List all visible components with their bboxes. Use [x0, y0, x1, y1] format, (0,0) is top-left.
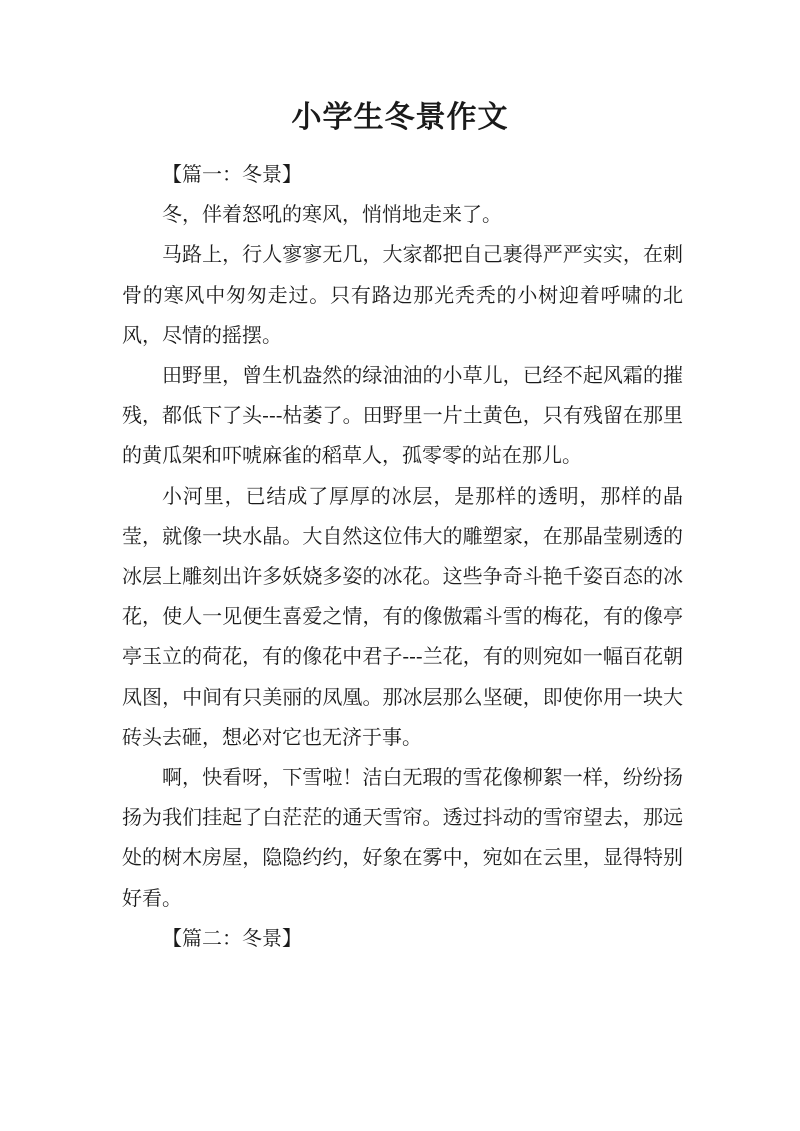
page-title: 小学生冬景作文 [291, 100, 509, 135]
paragraph: 马路上，行人寥寥无几，大家都把自己裹得严严实实，在刺骨的寒风中匆匆走过。只有路边那光秃秃的小树迎着呼啸的北风，尽情的摇摆。 [122, 242, 683, 347]
paragraph: 啊，快看呀，下雪啦！洁白无瑕的雪花像柳絮一样，纷纷扬扬为我们挂起了白茫茫的通天雪帘。透过抖动的雪帘望去，那远处的树木房屋，隐隐约约，好象在雾中，宛如在云里，显得特别好看。 [122, 765, 683, 910]
paragraph: 冬，伴着怒吼的寒风，悄悄地走来了。 [162, 202, 502, 227]
paragraph: 小河里，已结成了厚厚的冰层，是那样的透明，那样的晶莹，就像一块水晶。大自然这位伟大的雕塑家，在那晶莹剔透的冰层上雕刻出许多妖娆多姿的冰花。这些争奇斗艳千姿百态的冰花，使人一见便生喜爱之情，有的像傲霜斗雪的梅花，有的像亭亭玉立的荷花，有的像花中君子---兰花，有的则宛如一幅百花朝凤图，中间有只美丽的凤凰。那冰层那么坚硬，即使你用一块大砖头去砸，想必对它也无济于事。 [122, 483, 683, 749]
document-body [122, 154, 683, 958]
paragraph: 田野里，曾生机盎然的绿油油的小草儿，已经不起风霜的摧残，都低下了头---枯萎了。田野里一片土黄色，只有残留在那里的黄瓜架和吓唬麻雀的稻草人，孤零零的站在那儿。 [122, 363, 683, 468]
section-heading: 【篇二：冬景】 [162, 925, 302, 950]
section-heading: 【篇一：冬景】 [162, 162, 302, 186]
